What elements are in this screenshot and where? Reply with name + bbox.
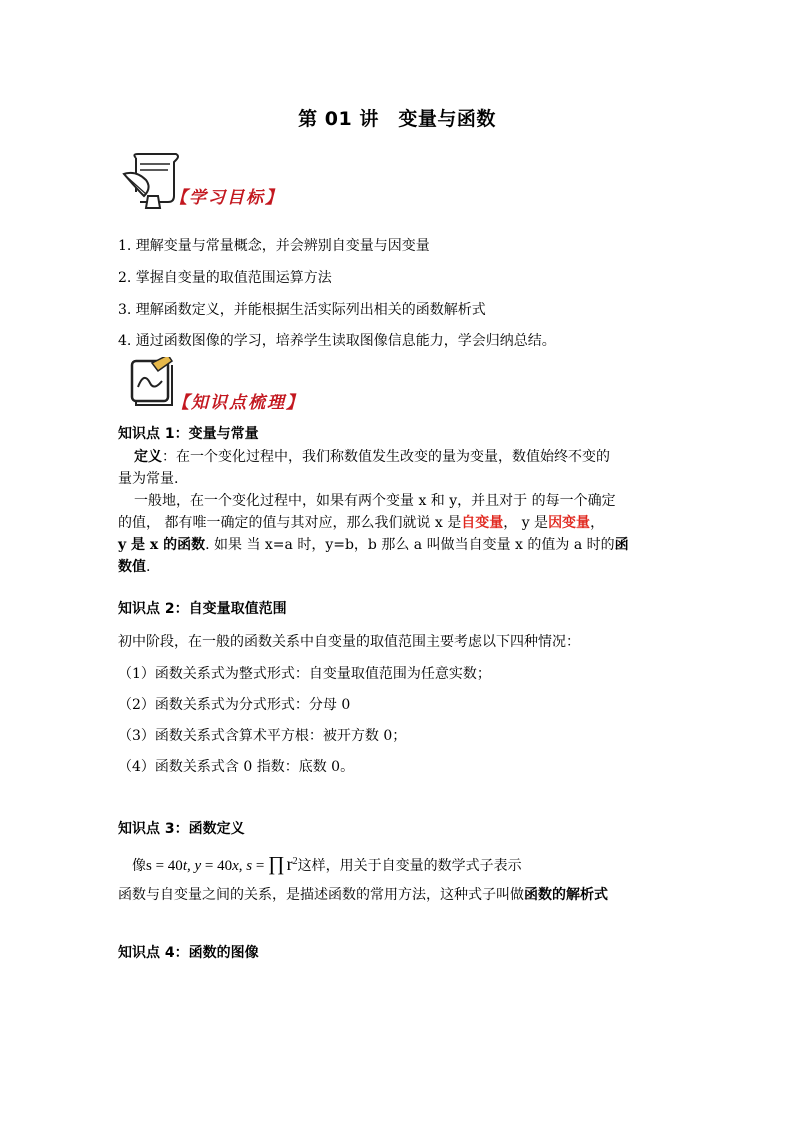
objective-item: 4. 通过函数图像的学习，培养学生读取图像信息能力，学会归纳总结。: [118, 333, 556, 349]
k1-definition: [134, 447, 610, 467]
k1-para-line2: [118, 513, 604, 533]
eq: = 40: [151, 858, 183, 874]
text: . 如果 当 x=a 时，y=b，b 那么 a 叫做当自变量 x 的值为 a 时的: [205, 537, 615, 553]
k2-item: （1）函数关系式为整式形式：自变量取值范围为任意实数；: [118, 666, 491, 682]
function-value-term-cont: 数值: [118, 559, 146, 575]
k3-line2: [118, 885, 608, 905]
var: y: [194, 858, 202, 874]
objectives-banner: 【学习目标】: [170, 188, 284, 208]
text: ，: [590, 515, 605, 531]
definition-text: ：在一个变化过程中，我们称数值发生改变的量为变量，数值始终不变的: [162, 449, 610, 465]
k1-heading: 知识点 1：变量与常量: [118, 426, 259, 442]
formula: [146, 853, 298, 875]
pi-symbol: ∏: [268, 853, 285, 875]
k2-item: （2）函数关系式为分式形式：分母 0: [118, 697, 351, 713]
definition-label: 定义: [134, 449, 162, 465]
k3-heading: 知识点 3：函数定义: [118, 821, 245, 837]
k1-para-line3: [118, 535, 629, 555]
var: s: [146, 858, 152, 874]
text: 函数与自变量之间的关系，是描述函数的常用方法，这种式子叫做: [118, 887, 524, 903]
sep: ,: [186, 858, 195, 874]
eq: =: [252, 858, 269, 874]
k3-formula-line: [132, 852, 522, 876]
var: t: [182, 858, 187, 874]
text: ， y 是: [503, 515, 549, 531]
k4-heading: 知识点 4：函数的图像: [118, 945, 259, 961]
eq: = 40: [201, 858, 233, 874]
function-value-term: 函: [614, 537, 629, 553]
k2-item: （4）函数关系式含 0 指数：底数 0。: [118, 759, 355, 775]
k1-para-line4: [118, 557, 150, 577]
page-title: 第 01 讲 变量与函数: [298, 108, 496, 130]
objective-item: 2. 掌握自变量的取值范围运算方法: [118, 270, 332, 286]
var: r: [286, 854, 293, 874]
knowledge-banner: 【知识点梳理】: [172, 393, 305, 413]
k1-para-line1: 一般地，在一个变化过程中，如果有两个变量 x 和 y，并且对于 的每一个确定: [134, 493, 616, 509]
exponent: 2: [292, 856, 298, 867]
text: 像: [132, 858, 146, 874]
text: .: [146, 559, 151, 575]
k2-heading: 知识点 2：自变量取值范围: [118, 601, 287, 617]
sep: ,: [238, 858, 247, 874]
dependent-variable-term: 因变量: [548, 515, 591, 531]
objective-item: 3. 理解函数定义，并能根据生活实际列出相关的函数解析式: [118, 302, 486, 318]
text: 这样，用关于自变量的数学式子表示: [297, 858, 522, 874]
k2-item: （3）函数关系式含算术平方根：被开方数 0；: [118, 728, 407, 744]
function-term: y 是 x 的函数: [118, 537, 206, 553]
independent-variable-term: 自变量: [461, 515, 504, 531]
objective-item: 1. 理解变量与常量概念，并会辨别自变量与因变量: [118, 238, 430, 254]
var: s: [246, 858, 253, 874]
var: x: [232, 858, 239, 874]
text: 的值， 都有唯一确定的值与其对应，那么我们就说 x 是: [118, 515, 462, 531]
analytic-expression-term: 函数的解析式: [524, 887, 608, 903]
k1-definition-cont: 量为常量.: [118, 471, 179, 487]
k2-intro: 初中阶段，在一般的函数关系中自变量的取值范围主要考虑以下四种情况：: [118, 634, 580, 650]
